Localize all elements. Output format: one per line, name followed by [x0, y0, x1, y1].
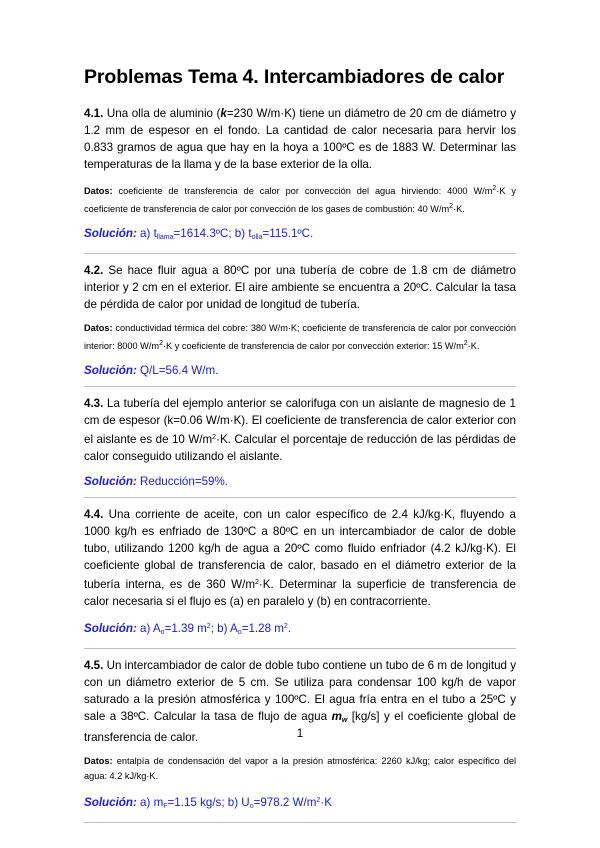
problem-number: 4.2.: [84, 264, 104, 277]
problem-solution: Solución: a) $t_{llama}=1614.3ºC$; b) $t_{olla}=115.1ºC$.: [84, 227, 314, 241]
problem-solution: Solución: a) $m_F=1.15$ kg/s; b) $U_o=978.2$ $W/m^2\cdot K$: [84, 796, 332, 810]
problem-statement: 4.5. Un intercambiador de calor de doble tubo contiene un tubo de 6 m de longitud y con un diámetro exterior de 5 cm. Se utiliza para condensar 100 kg/h de vapor saturado a la presión atmosférica y 100ºC. El agua fría entra en el tubo a 25ºC y sale a 38ºC. Calcular la tasa de flujo de agua $m_w$ [kg/s] y el coeficiente global de transferencia de calor.: [84, 659, 516, 744]
divider: [84, 497, 516, 498]
problem-solution: Solución: a) $A_o=1.39$ $m^2$; b) $A_o=1.28$ $m^2$.: [84, 622, 292, 636]
problem-number: 4.4.: [84, 508, 104, 521]
divider: [84, 822, 516, 823]
k-symbol: k: [220, 107, 227, 120]
problem-statement: 4.1. Una olla de aluminio (k=230 W/m·K) tiene un diámetro de 20 cm de diámetro y 1.2 mm de espesor en el fondo. La cantidad de calor necesaria para hervir los 0.833 gramos de agua que hay en la hoya a 100ºC es de 1883 W. Determinar las temperaturas de la llama y de la base exterior de la olla.: [84, 107, 516, 171]
problem-data: Datos: entalpía de condensación del vapor a la presión atmosférica: 2260 kJ/kg; calor específico del agua: 4.2 kJ/kg·K.: [84, 756, 516, 781]
mw-symbol: m: [331, 710, 342, 723]
problem-statement: 4.3. La tubería del ejemplo anterior se calorifuga con un aislante de magnesio de 1 cm de espesor (k=0.06 W/m·K). El coeficiente de transferencia de calor exterior con el aislante es de 10 $W/m^2\cdot K$. Calcular el porcentaje de reducción de las pérdidas de calor conseguido utilizando el aislante.: [84, 397, 517, 463]
problem-statement: 4.4. Una corriente de aceite, con un calor específico de 2.4 kJ/kg·K, fluyendo a 1000 kg/h es enfriado de 130ºC a 80ºC en un intercambiador de calor de doble tubo, utilizando 1200 kg/h de agua a 20ºC como fluido enfriador (4.2 kJ/kg·K). El coeficiente global de transferencia de calor, basado en el diámetro exterior de la tubería interna, es de 360 $W/m^2\cdot K$. Determinar la superficie de transferencia de calor necesaria si el flujo es (a) en paralelo y (b) en contracorriente.: [84, 508, 516, 608]
problem-data: Datos: coeficiente de transferencia de calor por convección del agua hirviendo: 4000 $W/m^2\cdot K$ y coeficiente de transferencia de calor por convección de los gases de combustión: 40 $W/m^2\cdot K$.: [84, 185, 516, 214]
problem-number: 4.1.: [84, 107, 104, 120]
document-title: Problemas Tema 4. Intercambiadores de calor: [84, 66, 505, 88]
problem-data: Datos: conductividad térmica del cobre: 380 W/m·K; coeficiente de transferencia de calor por convección interior: 8000 $W/m^2\cdot K$ y coeficiente de transferencia de calor por convección exterior: 15 $W/m^2\cdot K$.: [84, 323, 516, 351]
problem-number: 4.5.: [84, 659, 104, 672]
problem-4-4: [84, 506, 516, 640]
problem-statement: 4.2. Se hace fluir agua a 80ºC por una tubería de cobre de 1.8 cm de diámetro interior y 2 cm en el exterior. El aire ambiente se encuentra a 20ºC. Calcular la tasa de pérdida de calor por unidad de longitud de tubería.: [84, 264, 516, 311]
page-number: 1: [296, 727, 304, 740]
problem-4-2: [84, 262, 516, 378]
divider: [84, 386, 516, 387]
problem-4-1: [84, 105, 516, 245]
problem-4-3: [84, 395, 516, 489]
problem-solution: Solución: Reducción=59%.: [84, 475, 229, 488]
divider: [84, 253, 516, 254]
divider: [84, 648, 516, 649]
problem-number: 4.3.: [84, 397, 104, 410]
problem-solution: Solución: Q/L=56.4 W/m.: [84, 364, 219, 377]
